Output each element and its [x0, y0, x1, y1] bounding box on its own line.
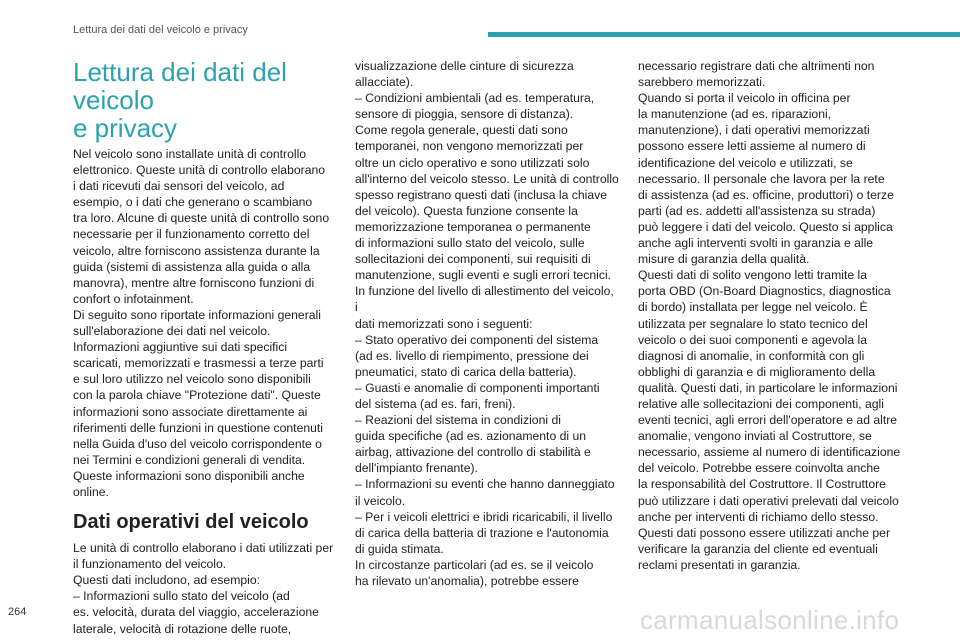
section-title: Dati operativi del veicolo [73, 511, 309, 534]
column-1 [73, 58, 337, 637]
section-paragraph: Le unità di controllo elaborano i dati utilizzati per il funzionamento del veicolo. Questi dati includono, ad esempio: – Informazioni sullo stato del veicolo (ad es. velocità, durata del viaggio, accelerazione laterale, velocità di rotazione delle ruote, [73, 541, 334, 636]
column-3-text: necessario registrare dati che altrimenti non sarebbero memorizzati. Quando si porta il veicolo in officina per la manutenzione (ad es. riparazioni, manutenzione), i dati operativi memorizzati possono essere letti assieme al numero di identificazione del veicolo e utilizzati, se necessario. Il personale che lavora per la rete di assistenza (ad es. officine, produttori) o terze parti (ad es. addetti all'assistenza su strada) può leggere i dati del veicolo. Questo si applica anche agli interventi svolti in garanzia e alle misure di garanzia della qualità. Questi dati di solito vengono letti tramite la porta OBD (On-Board Diagnostics, diagnostica di bordo) installata per legge nel veicolo. È utilizzata per segnalare lo stato tecnico del veicolo o dei suoi componenti e agevola la diagnosi di anomalie, in conformità con gli obblighi di garanzia e di miglioramento della qualità. Questi dati, in particolare le informazioni relative alle sollecitazioni dei componenti, agli eventi tecnici, agli errori dell'operatore e ad altre anomalie, vengono inviati al Costruttore, se necessario, assieme al numero di identificazione del veicolo. Potrebbe essere coinvolta anche la responsabilità del Costruttore. Il Costruttore può utilizzare i dati operativi prelevati dal veicolo anche per interventi di richiamo dello stesso. Questi dati possono essere utilizzati anche per verificare la garanzia del cliente ed eventuali reclami presentati in garanzia. [638, 59, 901, 572]
running-header: Lettura dei dati del veicolo e privacy [73, 24, 248, 36]
watermark: carmanualsonline.info [640, 605, 900, 635]
column-2 [355, 58, 619, 589]
column-2-text: visualizzazione delle cinture di sicurezza allacciate). – Condizioni ambientali (ad es. temperatura, sensore di pioggia, sensore di distanza). Come regola generale, questi dati sono temporanei, non vengono memorizzati per oltre un ciclo operativo e sono utilizzati solo all'interno del veicolo stesso. Le unità di controllo spesso registrano questi dati (inclusa la chiave del veicolo). Questa funzione consente la memorizzazione temporanea o permanente di informazioni sullo stato del veicolo, sulle sollecitazioni dei componenti, sui requisiti di manutenzione, sugli eventi e sugli errori tecnici. In funzione del livello di allestimento del veicolo, i dati memorizzati sono i seguenti: – Stato operativo dei componenti del sistema (ad es. livello di riempimento, pressione dei pneumatici, stato di carica della batteria). – Guasti e anomalie di componenti importanti del sistema (ad es. fari, freni). – Reazioni del sistema in condizioni di guida specifiche (ad es. azionamento di un airbag, attivazione del controllo di stabilità e dell'impianto frenante). – Informazioni su eventi che hanno danneggiato il veicolo. – Per i veicoli elettrici e ibridi ricaricabili, il livello di carica della batteria di trazione e l'autonomia di guida stimata. In circostanze particolari (ad es. se il veicolo ha rilevato un'anomalia), potrebbe essere [355, 59, 619, 588]
page-title: Lettura dei dati del veicolo e privacy [73, 57, 287, 143]
intro-paragraph: Nel veicolo sono installate unità di controllo elettronico. Queste unità di controllo elaborano i dati ricevuti dai sensori del veicolo, ad esempio, o i dati che generano o scambiano tra loro. Alcune di queste unità di controllo sono necessarie per il funzionamento corretto del veicolo, altre forniscono assistenza durante la guida (sistemi di assistenza alla guida o alla manovra), mentre altre forniscono funzioni di confort o infotainment. Di seguito sono riportate informazioni generali sull'elaborazione dei dati nel veicolo. Informazioni aggiuntive sui dati specifici scaricati, memorizzati e trasmessi a terze parti e sul loro utilizzo nel veicolo sono disponibili con la parola chiave "Protezione dati". Queste informazioni sono associate direttamente ai riferimenti delle funzioni in questione contenuti nella Guida d'uso del veicolo corrispondente o nei Termini e condizioni generali di vendita. Queste informazioni sono disponibili anche online. [73, 147, 330, 499]
page-number: 264 [8, 606, 27, 618]
header-accent-bar [488, 32, 960, 37]
column-3 [638, 58, 902, 573]
